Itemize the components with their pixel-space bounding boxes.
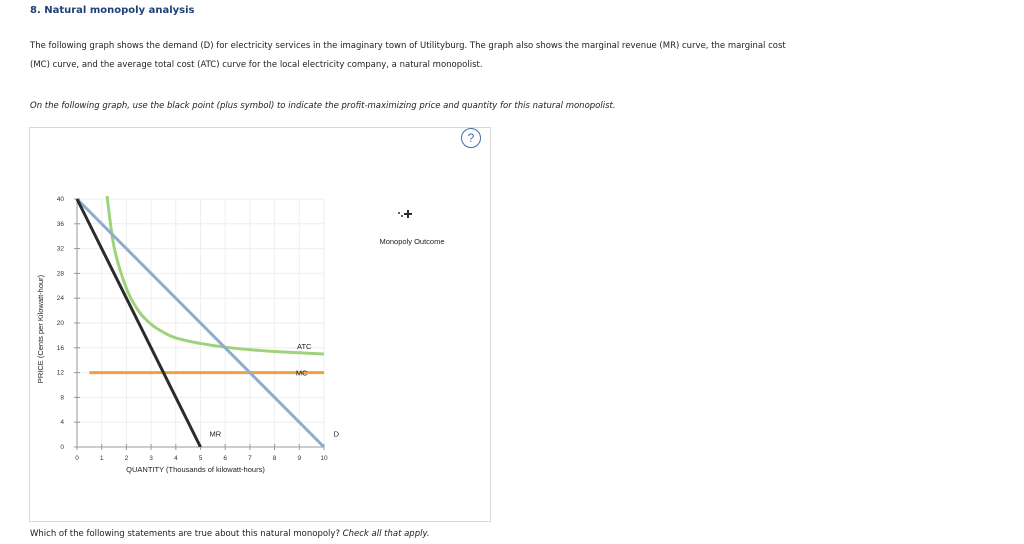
drag-dot-icon bbox=[398, 212, 400, 214]
mr-label: MR bbox=[209, 429, 222, 439]
question-emphasis: Check all that apply. bbox=[342, 529, 430, 539]
y-tick-label: 20 bbox=[56, 320, 64, 327]
y-tick-label: 24 bbox=[56, 295, 64, 303]
y-tick-label: 40 bbox=[56, 196, 64, 203]
x-tick-label: 0 bbox=[75, 455, 79, 462]
y-tick-label: 12 bbox=[56, 369, 64, 377]
x-tick-label: 9 bbox=[297, 455, 302, 462]
y-tick-label: 0 bbox=[60, 444, 64, 451]
intro-paragraph: The following graph shows the demand (D) for electricity services in the imaginary town of Utilityburg. The graph also shows the marginal revenue (MR) curve, the marginal cost (MC) curve, and the average total cost (ATC) curve for the local electricity company, a natural monopolist. bbox=[30, 41, 786, 70]
x-axis-title: QUANTITY (Thousands of kilowatt-hours) bbox=[126, 465, 265, 474]
x-tick-label: 6 bbox=[223, 455, 228, 462]
y-tick-label: 32 bbox=[56, 245, 64, 253]
x-tick-label: 1 bbox=[99, 455, 104, 462]
x-tick-label: 7 bbox=[248, 455, 252, 462]
drag-dot-icon bbox=[401, 215, 403, 217]
y-tick-label: 36 bbox=[56, 220, 64, 228]
y-tick-label: 4 bbox=[60, 419, 64, 427]
x-tick-label: 2 bbox=[124, 455, 129, 462]
y-tick-label: 28 bbox=[56, 270, 64, 278]
x-tick-label: 10 bbox=[320, 455, 328, 462]
y-axis-title: PRICE (Cents per Kilowatt-hour) bbox=[36, 274, 45, 384]
d-label: D bbox=[333, 429, 340, 439]
x-tick-label: 8 bbox=[272, 455, 277, 462]
help-button[interactable]: ? bbox=[461, 128, 481, 148]
x-tick-label: 5 bbox=[198, 455, 203, 462]
mc-label: MC bbox=[295, 368, 308, 378]
tool-label: Monopoly Outcome bbox=[379, 237, 445, 246]
y-tick-label: 16 bbox=[56, 344, 64, 352]
chart bbox=[30, 128, 490, 521]
question-prefix: Which of the following statements are true about this natural monopoly? bbox=[30, 529, 340, 539]
atc-label: ATC bbox=[297, 342, 312, 352]
y-tick-label: 8 bbox=[60, 394, 64, 402]
section-title: 8. Natural monopoly analysis bbox=[30, 5, 195, 16]
question-text bbox=[30, 529, 430, 539]
graph-panel bbox=[29, 127, 491, 522]
x-tick-label: 4 bbox=[173, 455, 178, 462]
x-tick-label: 3 bbox=[149, 455, 153, 462]
instruction-text: On the following graph, use the black point (plus symbol) to indicate the profit-maximizing price and quantity for this natural monopolist. bbox=[30, 101, 616, 111]
